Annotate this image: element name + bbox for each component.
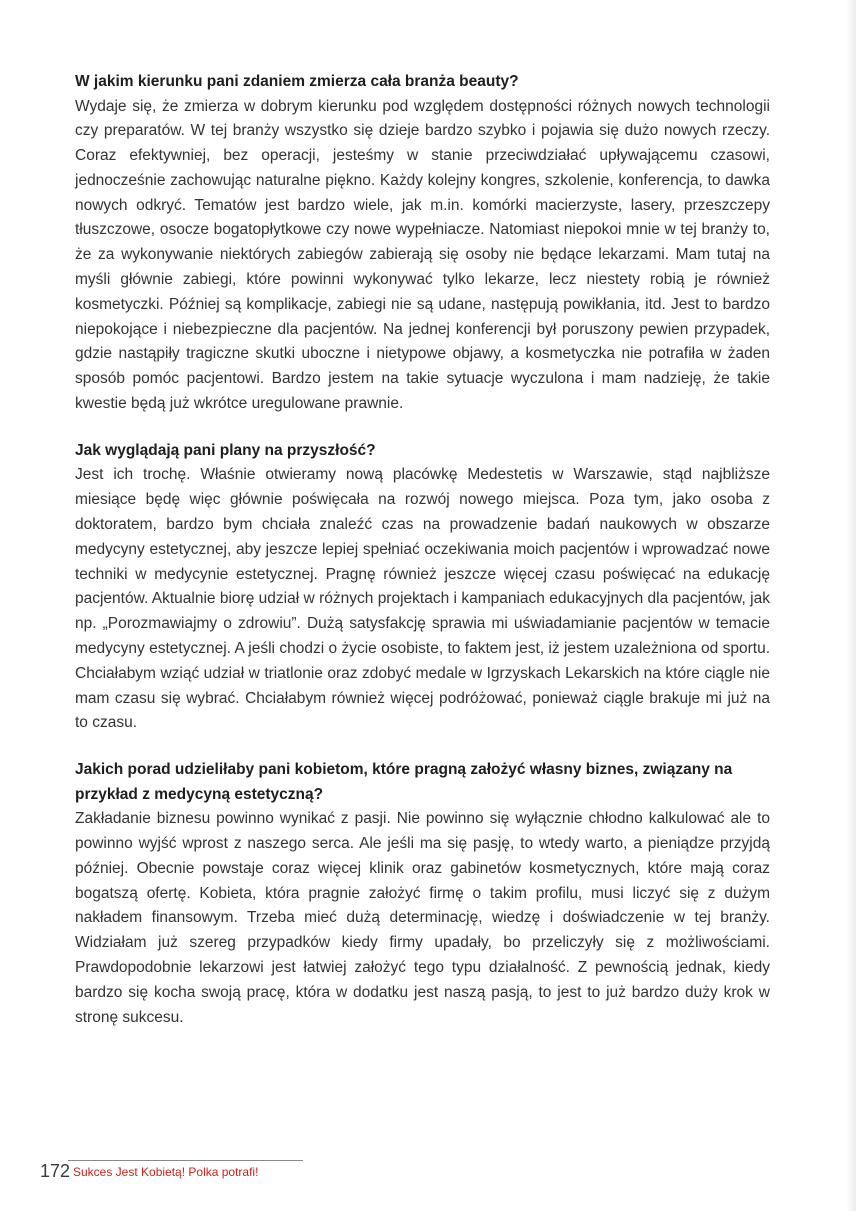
page-number: 172: [40, 1161, 71, 1181]
qa-section-business-advice: [75, 758, 770, 1030]
qa-section-beauty-industry: [75, 70, 770, 417]
publication-title: Sukces Jest Kobietą! Polka potrafi!: [73, 1165, 259, 1179]
article-body: [75, 70, 770, 1030]
page-edge-shadow: [846, 0, 856, 1211]
qa-section-future-plans: [75, 439, 770, 736]
question-heading: Jak wyglądają pani plany na przyszłość?: [75, 441, 376, 459]
question-heading: W jakim kierunku pani zdaniem zmierza cała branża beauty?: [75, 73, 519, 90]
answer-paragraph: Wydaje się, że zmierza w dobrym kierunku pod względem dostępności różnych nowych technologii czy preparatów. W tej branży wszystko się dzieje bardzo szybko i pojawia się dużo nowych rzeczy. Coraz efektywniej, bez operacji, jesteśmy w stanie przeciwdziałać upływającemu czasowi, jednocześnie zachowując naturalne piękno. Każdy kolejny kongres, szkolenie, konferencja, to dawka nowych odkryć. Tematów jest bardzo wiele, jak m.in. komórki macierzyste, lasery, przeszczepy tłuszczowe, osocze bogatopłytkowe czy nowe wypełniacze. Natomiast niepokoi mnie w tej branży to, że za wykonywanie niektórych zabiegów zabierają się osoby nie będące lekarzami. Mam tutaj na myśli głównie zabiegi, które powinni wykonywać tylko lekarze, lecz niestety robią je również kosmetyczki. Później są komplikacje, zabiegi nie są udane, następują powikłania, itd. Jest to bardzo niepokojące i niebezpieczne dla pacjentów. Na jednej konferencji był poruszony pewien przypadek, gdzie nastąpiły tragiczne skutki uboczne i nietypowe objawy, a kosmetyczka nie potrafiła w żaden sposób pomóc pacjentowi. Bardzo jestem na takie sytuacje wyczulona i mam nadzieję, że takie kwestie będą już wkrótce uregulowane prawnie.: [75, 97, 770, 413]
answer-paragraph: Jest ich trochę. Właśnie otwieramy nową placówkę Medestetis w Warszawie, stąd najbliższe miesiące będę więc głównie poświęcała na rozwój nowego miejsca. Poza tym, jako osoba z doktoratem, bardzo bym chciała znaleźć czas na prowadzenie badań naukowych w obszarze medycyny estetycznej, aby jeszcze lepiej spełniać oczekiwania moich pacjentów i wprowadzać nowe techniki w medycynie estetycznej. Pragnę również jeszcze więcej czasu poświęcać na edukację pacjentów. Aktualnie biorę udział w różnych projektach i kampaniach edukacyjnych dla pacjentów, jak np. „Porozmawiajmy o zdrowiu”. Dużą satysfakcję sprawia mi uświadamianie pacjentów w temacie medycyny estetycznej. A jeśli chodzi o życie osobiste, to faktem jest, iż jestem uzależniona od sportu. Chciałabym wziąć udział w triatlonie oraz zdobyć medale w Igrzyskach Lekarskich na które ciągle nie mam czasu się wybrać. Chciałabym również więcej podróżować, ponieważ ciągle brakuje mi już na to czasu.: [75, 466, 770, 732]
page-footer: [40, 1159, 270, 1185]
footer-divider: [68, 1160, 303, 1161]
answer-paragraph: Zakładanie biznesu powinno wynikać z pasji. Nie powinno się wyłącznie chłodno kalkulować ale to powinno wyjść wprost z naszego serca. Ale jeśli ma się pasję, to wtedy warto, a pieniądze przyjdą później. Obecnie powstaje coraz więcej klinik oraz gabinetów kosmetycznych, które mają coraz bogatszą ofertę. Kobieta, która pragnie założyć firmę o takim profilu, musi liczyć się z dużym nakładem finansowym. Trzeba mieć dużą determinację, wiedzę i doświadczenie w tej branży. Widziałam już szereg przypadków kiedy firmy upadały, bo przeliczyły się z możliwościami. Prawdopodobnie lekarzowi jest łatwiej założyć tego typu działalność. Z pewnością jednak, kiedy bardzo się kocha swoją pracę, która w dodatku jest naszą pasją, to jest to już bardzo duży krok w stronę sukcesu.: [75, 810, 770, 1026]
question-heading: Jakich porad udzieliłaby pani kobietom, które pragną założyć własny biznes, związany na przykład z medycyną estetyczną?: [75, 761, 733, 803]
